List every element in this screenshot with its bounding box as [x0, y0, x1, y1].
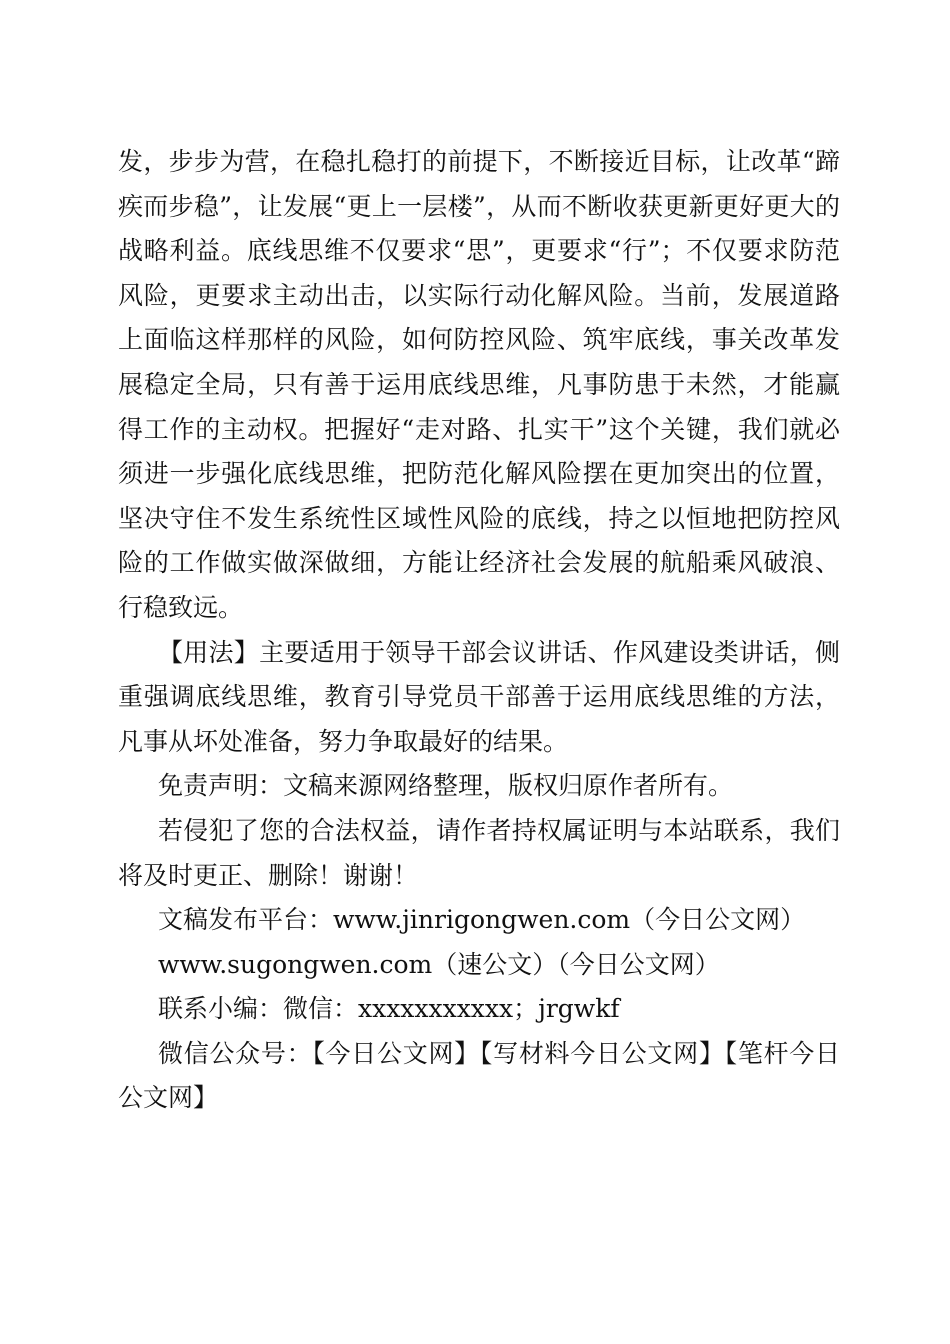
secondary-site-line: www.sugongwen.com（速公文）（今日公文网） — [158, 949, 720, 979]
document-body — [118, 140, 840, 1121]
usage-paragraph: 【用法】主要适用于领导干部会议讲话、作风建设类讲话，侧重强调底线思维，教育引导党员干部善于运用底线思维的方法，凡事从坏处准备，努力争取最好的结果。 — [118, 637, 840, 756]
contact-editor-line: 联系小编：微信：xxxxxxxxxxx；jrgwkf — [158, 994, 620, 1024]
wechat-accounts-line: 微信公众号：【今日公文网】【写材料今日公文网】【笔杆今日公文网】 — [118, 1038, 840, 1113]
publish-platform-line: 文稿发布平台：www.jinrigongwen.com（今日公文网） — [158, 905, 806, 935]
disclaimer-line: 免责声明：文稿来源网络整理，版权归原作者所有。 — [158, 771, 734, 801]
infringement-notice: 若侵犯了您的合法权益，请作者持权属证明与本站联系，我们将及时更正、删除！谢谢！ — [118, 815, 840, 890]
body-paragraph-continued: 发，步步为营，在稳扎稳打的前提下，不断接近目标，让改革“蹄疾而步稳”，让发展“更上一层楼”，从而不断收获更新更好更大的战略利益。底线思维不仅要求“思”，更要求“行”；不仅要求防范风险，更要求主动出击，以实际行动化解风险。当前，发展道路上面临这样那样的风险，如何防控风险、筑牢底线，事关改革发展稳定全局，只有善于运用底线思维，凡事防患于未然，才能赢得工作的主动权。把握好“走对路、扎实干”这个关键，我们就必须进一步强化底线思维，把防范化解风险摆在更加突出的位置，坚决守住不发生系统性区域性风险的底线，持之以恒地把防控风险的工作做实做深做细，方能让经济社会发展的航船乘风破浪、行稳致远。 — [118, 147, 840, 622]
